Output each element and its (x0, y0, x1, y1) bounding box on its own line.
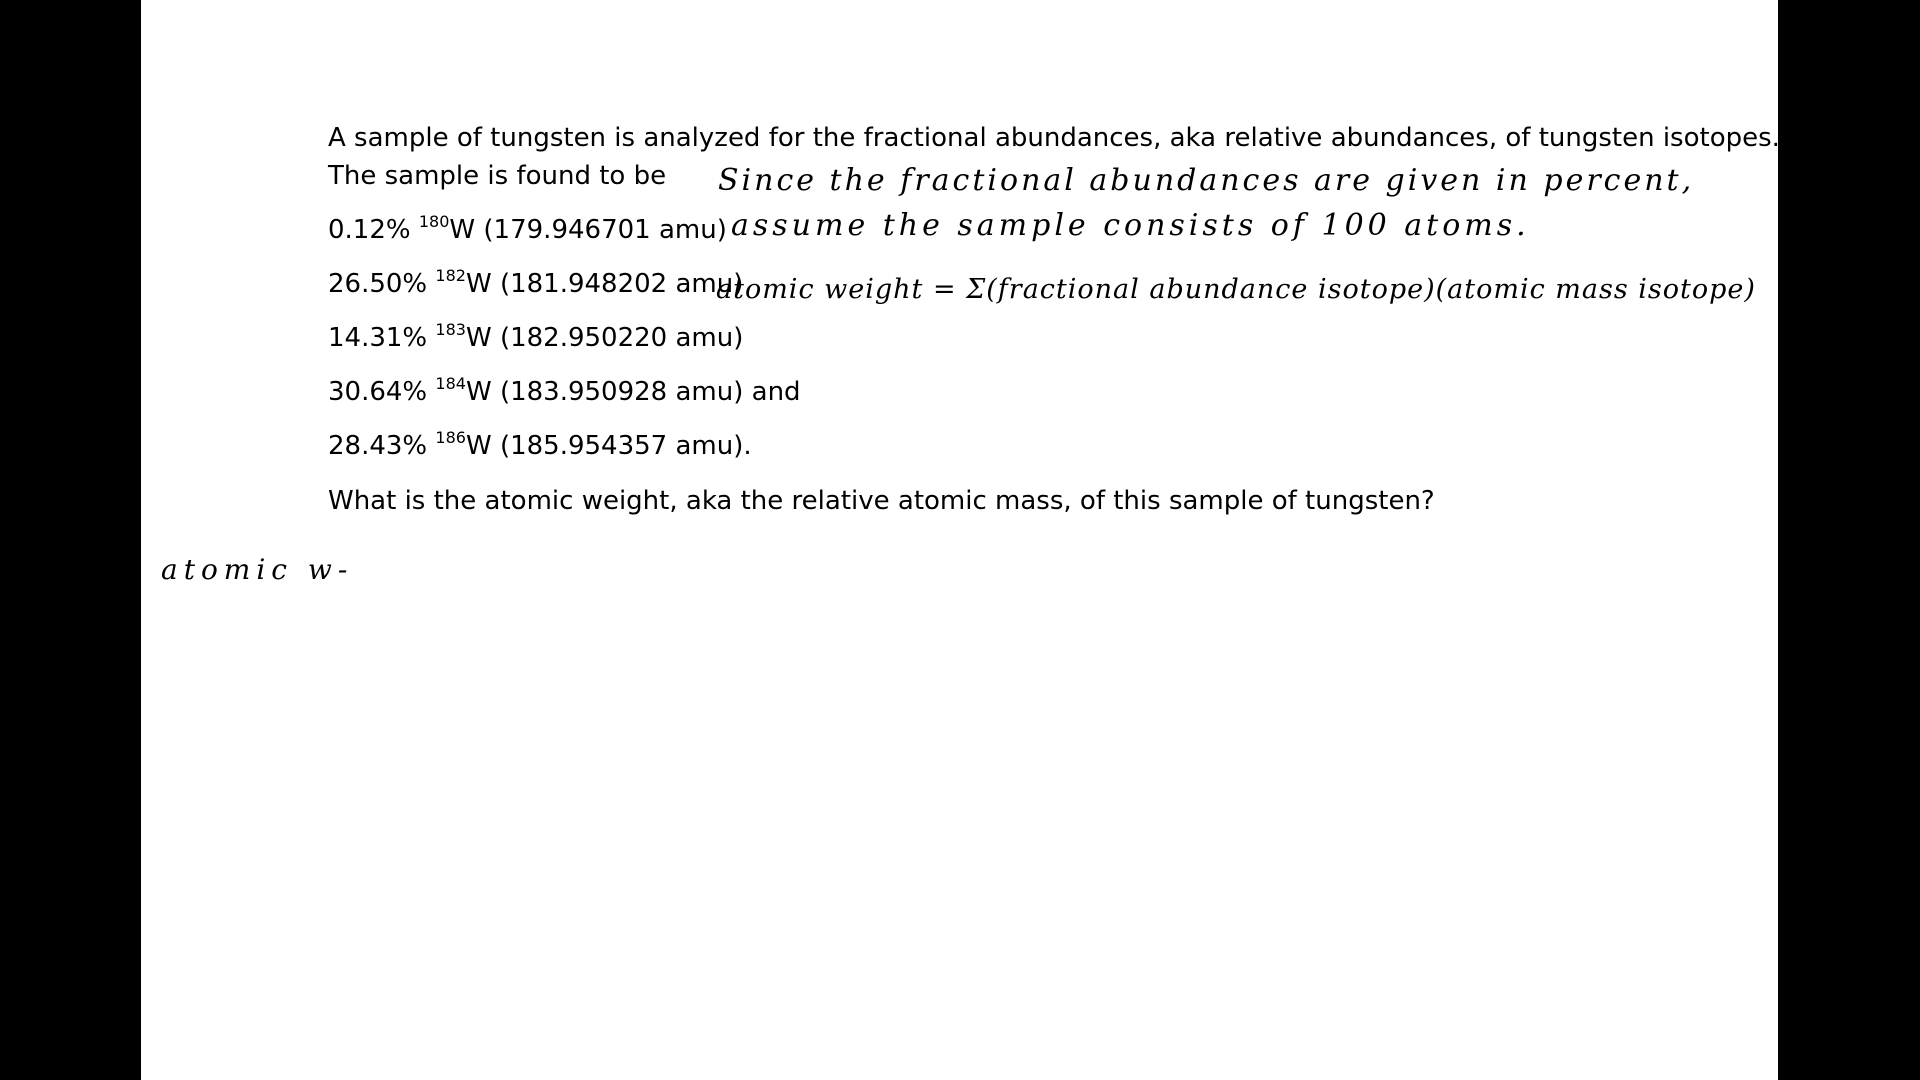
problem-intro-line-1: A sample of tungsten is analyzed for the fractional abundances, aka relative abundances, of tungsten isotopes. (328, 123, 1780, 153)
isotope-line (328, 376, 801, 408)
isotope-symbol: W (465, 377, 492, 407)
isotope-percent: 0.12% (328, 215, 411, 245)
isotope-symbol: W (465, 269, 492, 299)
isotope-mass: (185.954357 amu). (499, 431, 752, 461)
isotope-mass: (179.946701 amu) (483, 215, 727, 245)
isotope-percent: 28.43% (328, 431, 428, 461)
lecture-slide (141, 0, 1778, 1080)
isotope-line (328, 268, 743, 300)
isotope-percent: 26.50% (328, 269, 428, 299)
isotope-line (328, 430, 752, 462)
isotope-mass-number: 182 (435, 266, 466, 285)
isotope-mass: (183.950928 amu) (499, 377, 744, 407)
isotope-mass: (181.948202 amu) (499, 269, 744, 299)
handwritten-note-line-1: Since the fractional abundances are given in percent, (718, 163, 1695, 198)
isotope-percent: 30.64% (328, 377, 428, 407)
isotope-mass-number: 186 (435, 428, 466, 447)
isotope-line (328, 322, 743, 354)
isotope-line (328, 214, 727, 246)
handwritten-answer-start: atomic w- (161, 553, 354, 586)
problem-question: What is the atomic weight, aka the relative atomic mass, of this sample of tungsten? (328, 486, 1435, 516)
isotope-mass-number: 183 (435, 320, 466, 339)
isotope-suffix: and (743, 377, 801, 407)
isotope-symbol: W (465, 323, 492, 353)
isotope-mass: (182.950220 amu) (499, 323, 744, 353)
isotope-percent: 14.31% (328, 323, 428, 353)
isotope-symbol: W (465, 431, 492, 461)
isotope-mass-number: 180 (418, 212, 450, 231)
isotope-mass-number: 184 (435, 374, 466, 393)
isotope-symbol: W (449, 215, 476, 245)
handwritten-formula: atomic weight = Σ(fractional abundance isotope)(atomic mass isotope) (716, 274, 1756, 305)
handwritten-note-line-2: assume the sample consists of 100 atoms. (731, 208, 1530, 243)
problem-intro-line-2: The sample is found to be (328, 161, 667, 191)
